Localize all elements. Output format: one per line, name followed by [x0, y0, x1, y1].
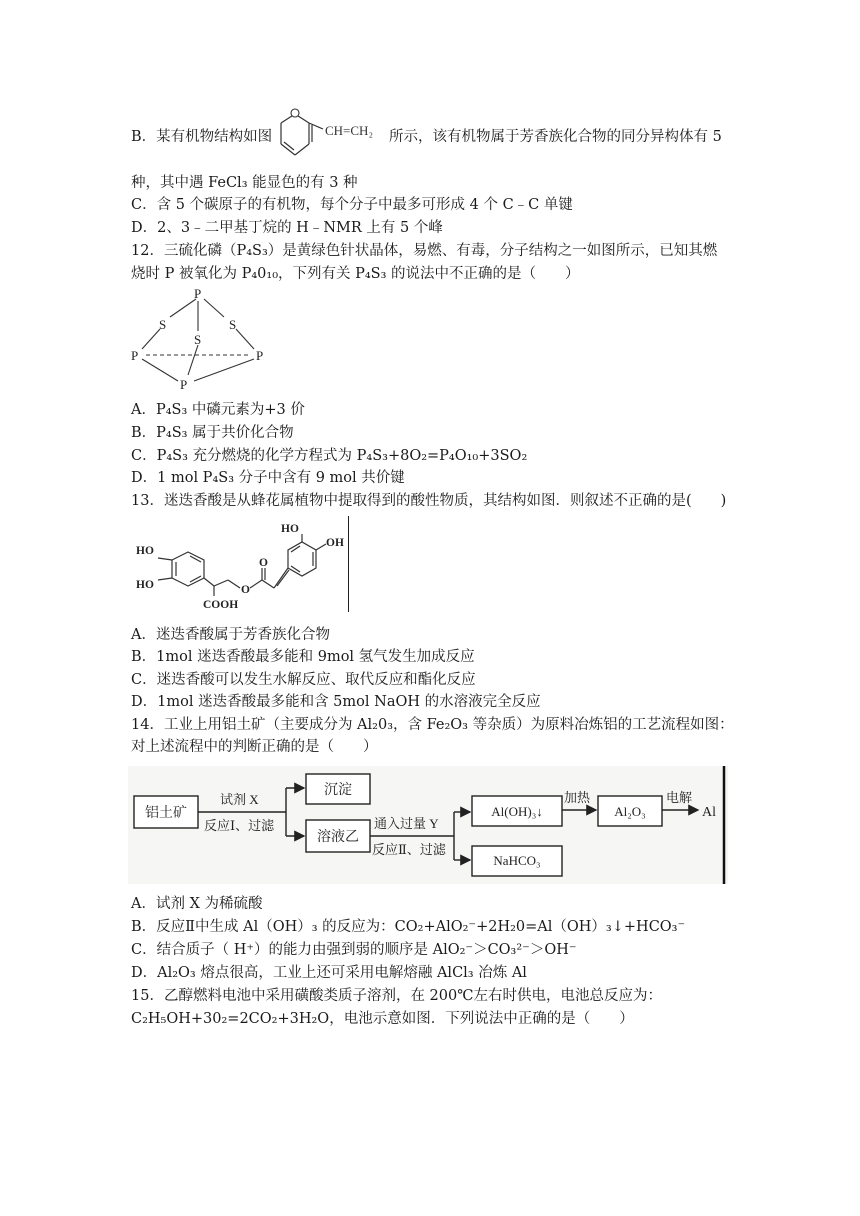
q11-pyran-structure-figure: [273, 103, 391, 165]
label-sodium-bicarbonate: NaHCO₃: [493, 853, 541, 868]
q11-option-b-continuation: 种，其中遇 FeCl₃ 能显色的有 3 种: [131, 175, 358, 191]
atom-p-left: P: [131, 348, 139, 363]
q14-process-flowchart: [128, 766, 728, 884]
q14-option-b: B．反应Ⅱ中生成 Al（OH）₃ 的反应为：CO₂+AlO₂⁻+2H₂0=Al（OH）₃↓+HCO₃⁻: [131, 919, 686, 935]
q13-stem: 13．迷迭香酸是从蜂花属植物中提取得到的酸性物质，其结构如图．则叙述不正确的是( ): [131, 493, 727, 509]
q11-option-b-suffix: 所示，该有机物属于芳香族化合物的同分异构体有 5: [389, 129, 722, 145]
label-bauxite: 铝土矿: [145, 806, 187, 821]
label-reagent-x: 试剂 X: [220, 792, 259, 807]
atom-s-right: S: [229, 317, 237, 332]
q11-option-b-prefix: B．某有机物结构如图: [131, 129, 273, 145]
q15-stem-line2: C₂H₅OH+30₂=2CO₂+3H₂O，电池示意如图．下列说法中正确的是（ ）: [131, 1011, 634, 1027]
label-alumina: Al₂O₃: [614, 804, 646, 819]
q13-option-b: B．1mol 迷迭香酸最多能和 9mol 氢气发生加成反应: [131, 649, 475, 665]
label-aluminum-product: Al: [702, 805, 716, 820]
q12-option-a: A．P₄S₃ 中磷元素为+3 价: [131, 402, 305, 418]
q14-option-a: A．试剂 X 为稀硫酸: [131, 896, 263, 912]
label-precipitate: 沉淀: [324, 783, 352, 798]
label-carbonyl-oxygen: O: [259, 557, 268, 569]
label-ester-oxygen: O: [241, 584, 250, 596]
label-pass-excess-y: 通入过量 Y: [374, 816, 439, 831]
q12-option-c: C．P₄S₃ 充分燃烧的化学方程式为 P₄S₃+8O₂=P₄O₁₀+3SO₂: [131, 448, 528, 464]
q12-p4s3-molecule-figure: [128, 285, 278, 397]
label-solution-b: 溶液乙: [317, 830, 359, 845]
label-ho-lower: HO: [136, 579, 154, 591]
q13-option-d: D．1mol 迷迭香酸最多能和含 5mol NaOH 的水溶液完全反应: [131, 694, 541, 710]
atom-p-bottom: P: [180, 377, 188, 392]
q15-stem-line1: 15．乙醇燃料电池中采用磺酸类质子溶剂，在 200℃左右时供电，电池总反应为：: [131, 988, 662, 1004]
q12-option-b: B．P₄S₃ 属于共价化合物: [131, 425, 294, 441]
q13-option-a: A．迷迭香酸属于芳香族化合物: [131, 627, 330, 643]
q13-option-c: C．迷迭香酸可以发生水解反应、取代反应和酯化反应: [131, 672, 476, 688]
atom-p-right: P: [256, 348, 264, 363]
label-aluminum-hydroxide: Al(OH)₃↓: [491, 804, 543, 819]
q12-stem-line2: 烧时 P 被氧化为 P₄0₁₀，下列有关 P₄S₃ 的说法中不正确的是（ ）: [131, 266, 580, 282]
figure-right-border: [348, 516, 349, 612]
q11-option-c: C．含 5 个碳原子的有机物，每个分子中最多可形成 4 个 C﹣C 单键: [131, 197, 573, 213]
label-oh-right: OH: [326, 537, 344, 549]
label-electrolysis: 电解: [666, 790, 693, 805]
label-cooh: COOH: [203, 599, 239, 611]
q14-option-d: D．Al₂O₃ 熔点很高，工业上还可采用电解熔融 AlCl₃ 冶炼 Al: [131, 965, 527, 981]
atom-p-top: P: [194, 286, 202, 301]
label-heat: 加热: [564, 790, 591, 805]
q14-option-c: C．结合质子（ H⁺）的能力由强到弱的顺序是 AlO₂⁻＞CO₃²⁻＞OH⁻: [131, 942, 577, 958]
label-ho-right: HO: [281, 523, 299, 535]
q12-option-d: D．1 mol P₄S₃ 分子中含有 9 mol 共价键: [131, 470, 405, 486]
pyran-ring: [281, 114, 323, 155]
ring-oxygen: [291, 109, 299, 117]
vinyl-group-label: CH=CH₂: [325, 123, 373, 138]
q11-option-d: D．2、3﹣二甲基丁烷的 H﹣NMR 上有 5 个峰: [131, 220, 443, 236]
q12-stem-line1: 12．三硫化磷（P₄S₃）是黄绿色针状晶体，易燃、有毒，分子结构之一如图所示，已知其燃: [131, 243, 718, 259]
q14-stem-line2: 对上述流程中的判断正确的是（ ）: [131, 739, 378, 755]
label-reaction-2: 反应Ⅱ、过滤: [372, 842, 446, 857]
q14-stem-line1: 14．工业上用铝土矿（主要成分为 Al₂0₃，含 Fe₂O₃ 等杂质）为原料冶炼铝的工艺流程如图：: [131, 717, 734, 733]
q13-rosmarinic-acid-structure-figure: [128, 516, 353, 614]
label-reaction-1: 反应Ⅰ、过滤: [204, 818, 275, 833]
atom-s-center: S: [194, 332, 202, 347]
label-ho-upper: HO: [136, 545, 154, 557]
atom-s-left: S: [159, 317, 167, 332]
